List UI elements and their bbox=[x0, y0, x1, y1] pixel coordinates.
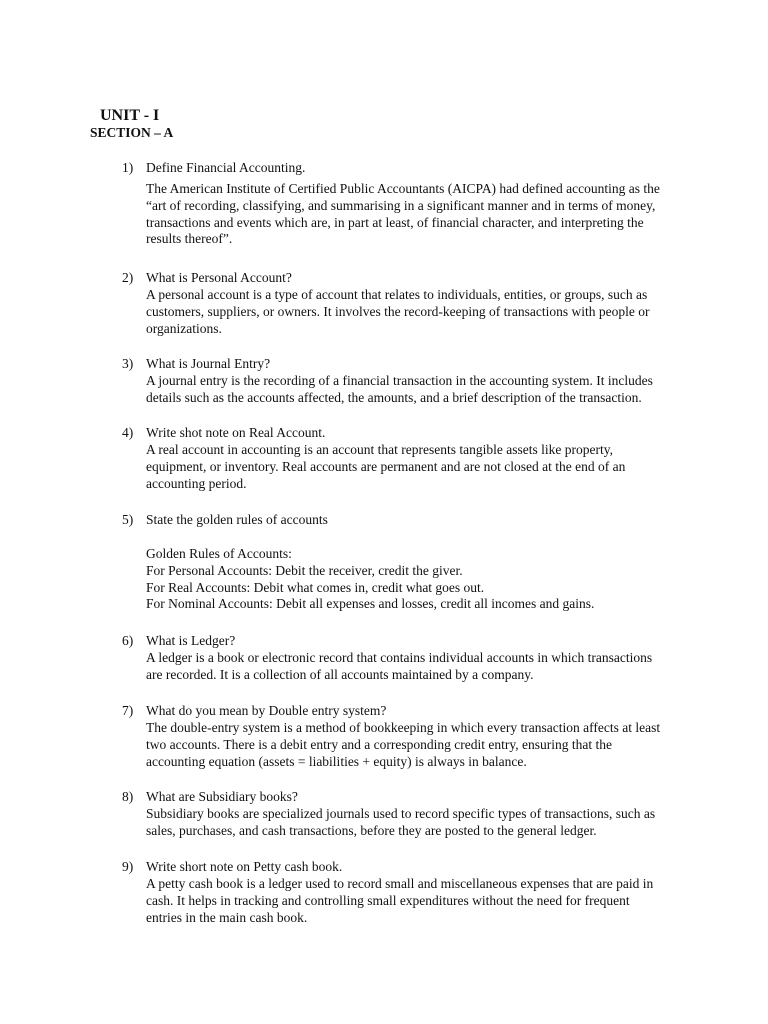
answer-line: results thereof”. bbox=[146, 231, 233, 247]
answer-line: equipment, or inventory. Real accounts are permanent and are not closed at the end of an bbox=[146, 458, 626, 474]
answer-line: The double-entry system is a method of bookkeeping in which every transaction affects at least bbox=[146, 720, 661, 735]
answer-line: “art of recording, classifying, and summarising in a significant manner and in terms of money, bbox=[146, 197, 656, 213]
answer-line: two accounts. There is a debit entry and a corresponding credit entry, ensuring that the bbox=[146, 736, 612, 752]
answer-line: accounting equation (assets = liabilities + equity) is always in balance. bbox=[146, 753, 527, 769]
question-number: 6) bbox=[122, 633, 134, 648]
question-text: What is Personal Account? bbox=[146, 270, 292, 285]
question-text: What do you mean by Double entry system? bbox=[146, 703, 387, 718]
question-text: What are Subsidiary books? bbox=[146, 789, 298, 804]
answer-line: Golden Rules of Accounts: bbox=[146, 546, 292, 561]
question-number: 7) bbox=[122, 703, 134, 718]
answer-line: organizations. bbox=[146, 320, 222, 336]
answer-line: The American Institute of Certified Public Accountants (AICPA) had defined accounting as the bbox=[146, 181, 660, 196]
answer-text bbox=[146, 720, 686, 770]
answer-line: For Nominal Accounts: Debit all expenses and losses, credit all incomes and gains. bbox=[146, 596, 595, 612]
answer-text bbox=[146, 806, 686, 840]
answer-line: A petty cash book is a ledger used to record small and miscellaneous expenses that are paid in bbox=[146, 876, 654, 891]
question-text: State the golden rules of accounts bbox=[146, 512, 328, 527]
answer-line: accounting period. bbox=[146, 475, 247, 491]
question-number: 4) bbox=[122, 425, 134, 440]
question-number: 2) bbox=[122, 270, 134, 285]
question-number: 5) bbox=[122, 512, 134, 527]
question-text: Write short note on Petty cash book. bbox=[146, 859, 343, 874]
answer-line: details such as the accounts affected, the amounts, and a brief description of the transaction. bbox=[146, 389, 642, 405]
question-text: Write shot note on Real Account. bbox=[146, 425, 326, 440]
answer-line: For Real Accounts: Debit what comes in, credit what goes out. bbox=[146, 579, 485, 595]
question-number: 1) bbox=[122, 160, 134, 175]
question-number: 8) bbox=[122, 789, 134, 804]
answer-text bbox=[146, 650, 686, 684]
answer-line: A real account in accounting is an account that represents tangible assets like property, bbox=[146, 442, 613, 457]
answer-text bbox=[146, 546, 686, 613]
question-text: Define Financial Accounting. bbox=[146, 160, 306, 175]
answer-text bbox=[146, 442, 686, 492]
answer-line: entries in the main cash book. bbox=[146, 909, 308, 925]
answer-line: transactions and events which are, in part at least, of financial character, and interpreting the bbox=[146, 214, 644, 230]
answer-line: sales, purchases, and cash transactions, before they are posted to the general ledger. bbox=[146, 822, 597, 838]
question-text: What is Journal Entry? bbox=[146, 356, 271, 371]
answer-line: customers, suppliers, or owners. It involves the record-keeping of transactions with people or bbox=[146, 303, 650, 319]
answer-text bbox=[146, 373, 686, 407]
answer-line: For Personal Accounts: Debit the receiver, credit the giver. bbox=[146, 562, 463, 578]
answer-line: A journal entry is the recording of a financial transaction in the accounting system. It includes bbox=[146, 373, 653, 388]
question-number: 9) bbox=[122, 859, 134, 874]
answer-line: A ledger is a book or electronic record that contains individual accounts in which transactions bbox=[146, 650, 653, 665]
answer-line: cash. It helps in tracking and controlling small expenditures without the need for frequent bbox=[146, 892, 630, 908]
question-number: 3) bbox=[122, 356, 134, 371]
answer-line: are recorded. It is a collection of all accounts maintained by a company. bbox=[146, 666, 534, 682]
section-title: SECTION – A bbox=[90, 125, 174, 140]
answer-text bbox=[146, 287, 686, 337]
answer-text bbox=[146, 876, 686, 926]
answer-text bbox=[146, 181, 686, 248]
answer-line: Subsidiary books are specialized journals used to record specific types of transactions, such as bbox=[146, 806, 656, 821]
unit-title: UNIT - I bbox=[100, 107, 160, 124]
answer-line: A personal account is a type of account that relates to individuals, entities, or groups, such as bbox=[146, 287, 648, 302]
question-text: What is Ledger? bbox=[146, 633, 236, 648]
